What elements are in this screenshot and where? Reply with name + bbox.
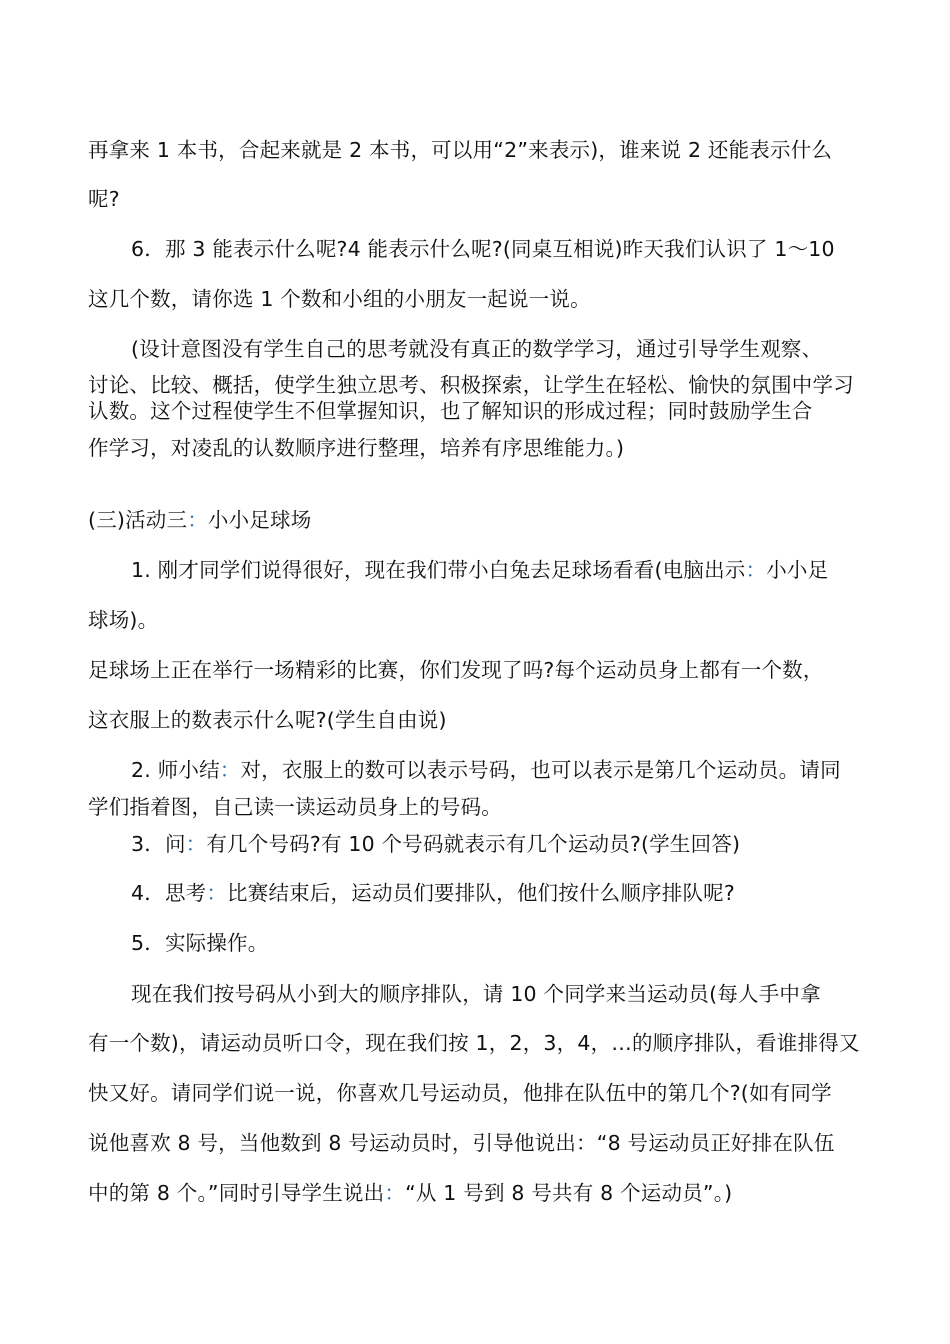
paragraph-line: 6．那 3 能表示什么呢?4 能表示什么呢?(同桌互相说)昨天我们认识了 1～10 [131, 237, 835, 261]
heading-title: 小小足球场 [207, 508, 312, 532]
paragraph-line: 有一个数)，请运动员听口令，现在我们按 1，2，3，4，…的顺序排队，看谁排得又 [88, 1031, 860, 1055]
text-segment: 有几个号码?有 10 个号码就表示有几个运动员?(学生回答) [206, 832, 741, 856]
paragraph-line: 足球场上正在举行一场精彩的比赛，你们发现了吗?每个运动员身上都有一个数， [88, 658, 824, 682]
section-heading [88, 506, 868, 534]
paragraph-line [131, 756, 868, 784]
paragraph-line: 再拿来 1 本书，合起来就是 2 本书，可以用“2”来表示)，谁来说 2 还能表示什么 [88, 138, 833, 162]
paragraph-line [131, 879, 868, 907]
text-segment: “从 1 号到 8 号共有 8 个运动员”。) [405, 1181, 733, 1205]
text-segment: 4．思考 [131, 881, 207, 905]
paragraph-line: 5．实际操作。 [131, 931, 269, 955]
text-segment: 1. 刚才同学们说得很好，现在我们带小白兔去足球场看看(电脑出示 [131, 558, 746, 582]
colon-mark: ： [745, 558, 767, 582]
paragraph-line: 球场)。 [88, 608, 159, 632]
text-segment: 对，衣服上的数可以表示号码，也可以表示是第几个运动员。请同 [240, 758, 841, 782]
colon-mark: ： [219, 758, 241, 782]
text-segment: 2. 师小结 [131, 758, 220, 782]
paragraph-line: 现在我们按号码从小到大的顺序排队，请 10 个同学来当运动员(每人手中拿 [131, 982, 821, 1006]
colon-mark: ： [185, 832, 207, 856]
colon-mark: ： [384, 1181, 406, 1205]
heading-prefix: (三)活动三 [88, 508, 188, 532]
design-intent-line: (设计意图没有学生自己的思考就没有真正的数学学习，通过引导学生观察、 [131, 337, 823, 361]
paragraph-line: 说他喜欢 8 号，当他数到 8 号运动员时，引导他说出：“8 号运动员正好排在队伍 [88, 1131, 835, 1155]
paragraph-line [88, 1179, 868, 1207]
paragraph-line [131, 556, 868, 584]
design-intent-line: 认数。这个过程使学生不但掌握知识，也了解知识的形成过程；同时鼓励学生合 [88, 399, 813, 423]
text-segment: 中的第 8 个。”同时引导学生说出 [88, 1181, 385, 1205]
design-intent-line: 作学习，对凌乱的认数顺序进行整理，培养有序思维能力。) [88, 436, 625, 460]
paragraph-line: 呢? [88, 187, 120, 211]
paragraph-line: 学们指着图，自己读一读运动员身上的号码。 [88, 795, 502, 819]
paragraph-line [131, 830, 868, 858]
paragraph-line: 这几个数，请你选 1 个数和小组的小朋友一起说一说。 [88, 287, 591, 311]
text-segment: 比赛结束后，运动员们要排队，他们按什么顺序排队呢? [227, 881, 735, 905]
paragraph-line: 这衣服上的数表示什么呢?(学生自由说) [88, 708, 447, 732]
colon-mark: ： [206, 881, 228, 905]
text-segment: 3．问 [131, 832, 186, 856]
design-intent-line: 讨论、比较、概括，使学生独立思考、积极探索，让学生在轻松、愉快的氛围中学习 [88, 373, 854, 397]
heading-colon: ： [187, 508, 208, 532]
text-segment: 小小足 [766, 558, 829, 582]
paragraph-line: 快又好。请同学们说一说，你喜欢几号运动员，他排在队伍中的第几个?(如有同学 [88, 1081, 832, 1105]
